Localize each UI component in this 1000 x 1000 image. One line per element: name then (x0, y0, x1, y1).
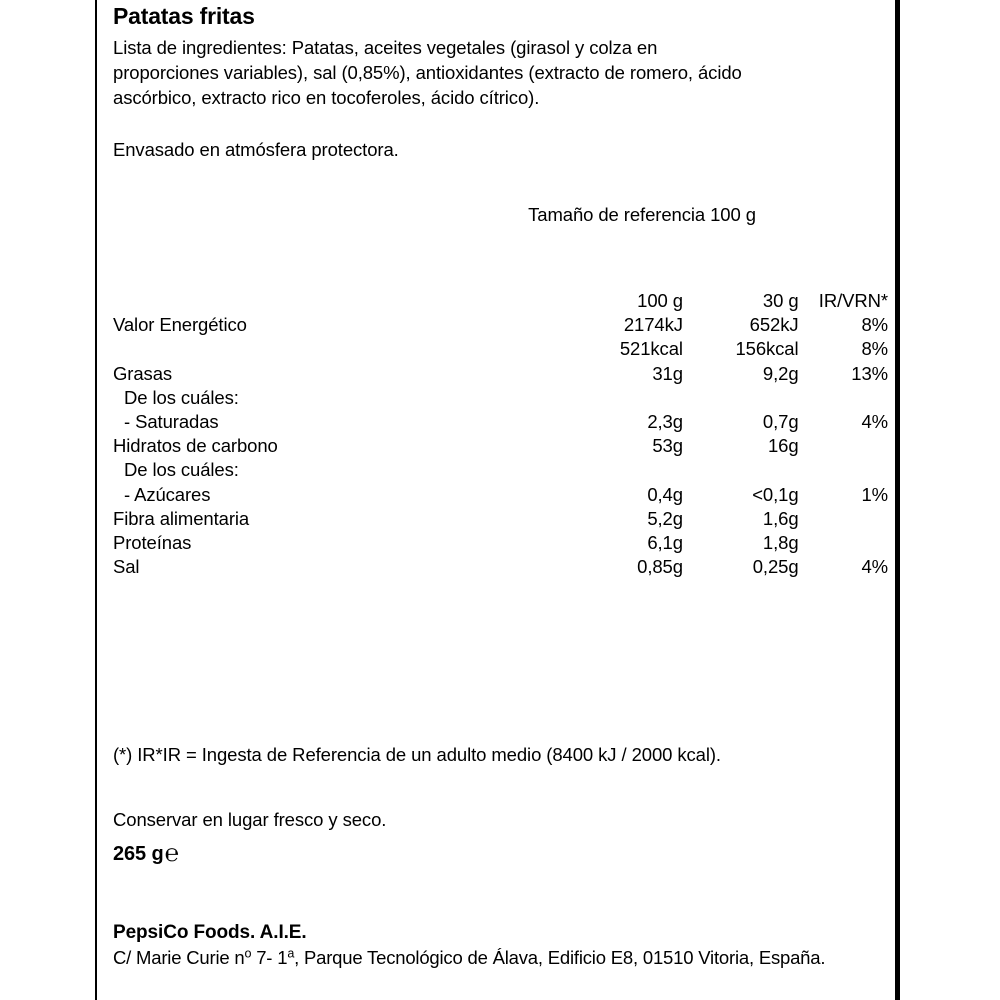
row-label: Grasas (113, 362, 173, 384)
table-header-row (113, 289, 888, 313)
table-row (113, 531, 888, 555)
nutrition-label-panel (95, 0, 900, 1000)
nutrition-table-body (113, 313, 888, 579)
address-ordinal-floor: a (287, 946, 295, 961)
address-street: C/ Marie Curie n (113, 947, 245, 968)
row-value-30g: 1,8g (762, 532, 799, 554)
row-value-100g: 2174kJ (623, 314, 683, 336)
table-row (113, 362, 888, 386)
ingredients-list: Lista de ingredientes: Patatas, aceites vegetales (girasol y colza en proporciones variables), sal (0,85%), antioxidantes (extracto de romero, ácido ascórbico, extracto rico en tocoferoles, ácido cítrico). (113, 37, 742, 108)
header-per-100g: 100 g (637, 290, 683, 311)
net-weight (113, 841, 179, 867)
estimated-sign-icon: ℮ (164, 840, 179, 867)
address-ordinal-numero: o (244, 946, 252, 961)
row-label: Sal (113, 556, 140, 578)
product-title: Patatas fritas (113, 3, 255, 29)
row-value-30g: 0,25g (752, 556, 799, 578)
row-value-ir: 8% (861, 338, 888, 360)
packaging-note: Envasado en atmósfera protectora. (113, 139, 399, 160)
row-value-ir: 13% (851, 362, 888, 384)
reference-size-note: Tamaño de referencia 100 g (528, 204, 756, 225)
row-value-ir (799, 507, 888, 531)
row-value-ir: 4% (861, 411, 888, 433)
row-value-30g: 1,6g (762, 507, 799, 529)
table-row (113, 386, 888, 410)
row-label: De los cuáles: (124, 459, 239, 481)
table-row (113, 313, 888, 337)
row-value-100g: 5,2g (647, 507, 683, 529)
row-label: - Azúcares (124, 483, 211, 505)
address-rest: , Parque Tecnológico de Álava, Edificio E8, 01510 Vitoria, España. (294, 947, 826, 968)
table-row (113, 337, 888, 361)
company-address (113, 945, 873, 970)
row-label: Valor Energético (113, 314, 247, 336)
row-value-100g (508, 458, 683, 482)
row-value-100g: 0,85g (637, 556, 683, 578)
row-label: - Saturadas (124, 411, 219, 433)
header-per-30g: 30 g (762, 290, 799, 311)
row-value-ir: 4% (861, 556, 888, 578)
row-label: Proteínas (113, 532, 192, 554)
row-value-ir (799, 531, 888, 555)
row-value-30g: 9,2g (762, 362, 799, 384)
company-info (113, 920, 873, 970)
row-value-100g: 0,4g (647, 483, 683, 505)
row-value-ir: 8% (861, 314, 888, 336)
row-value-100g: 31g (652, 362, 683, 384)
row-label (113, 337, 508, 361)
row-value-30g: 0,7g (762, 411, 799, 433)
table-row (113, 507, 888, 531)
header-reference-intake: IR/VRN* (818, 290, 888, 311)
table-row (113, 410, 888, 434)
table-row (113, 555, 888, 579)
row-value-ir (799, 386, 888, 410)
row-value-30g: 156kcal (735, 338, 799, 360)
row-label: De los cuáles: (124, 386, 239, 408)
reference-intake-footnote: (*) IR*IR = Ingesta de Referencia de un adulto medio (8400 kJ / 2000 kcal). (113, 743, 721, 765)
header-label (113, 289, 508, 313)
row-value-30g: <0,1g (752, 483, 799, 505)
row-value-ir (799, 458, 888, 482)
row-value-30g: 16g (767, 435, 799, 457)
row-label: Fibra alimentaria (113, 507, 250, 529)
company-name: PepsiCo Foods. A.I.E. (113, 922, 307, 943)
row-value-30g (683, 386, 799, 410)
row-value-100g: 53g (652, 435, 683, 457)
row-value-100g: 2,3g (647, 411, 683, 433)
row-value-30g: 652kJ (749, 314, 799, 336)
storage-instructions: Conservar en lugar fresco y seco. (113, 808, 387, 830)
row-label: Hidratos de carbono (113, 435, 278, 457)
table-row (113, 483, 888, 507)
row-value-ir (799, 434, 888, 458)
row-value-30g (683, 458, 799, 482)
nutrition-table (113, 289, 888, 579)
row-value-100g: 6,1g (647, 532, 683, 554)
row-value-ir: 1% (861, 483, 888, 505)
row-value-100g: 521kcal (619, 338, 683, 360)
net-weight-value: 265 g (113, 843, 164, 865)
address-number: 7- 1 (251, 947, 288, 968)
table-row (113, 434, 888, 458)
table-row (113, 458, 888, 482)
row-value-100g (508, 386, 683, 410)
